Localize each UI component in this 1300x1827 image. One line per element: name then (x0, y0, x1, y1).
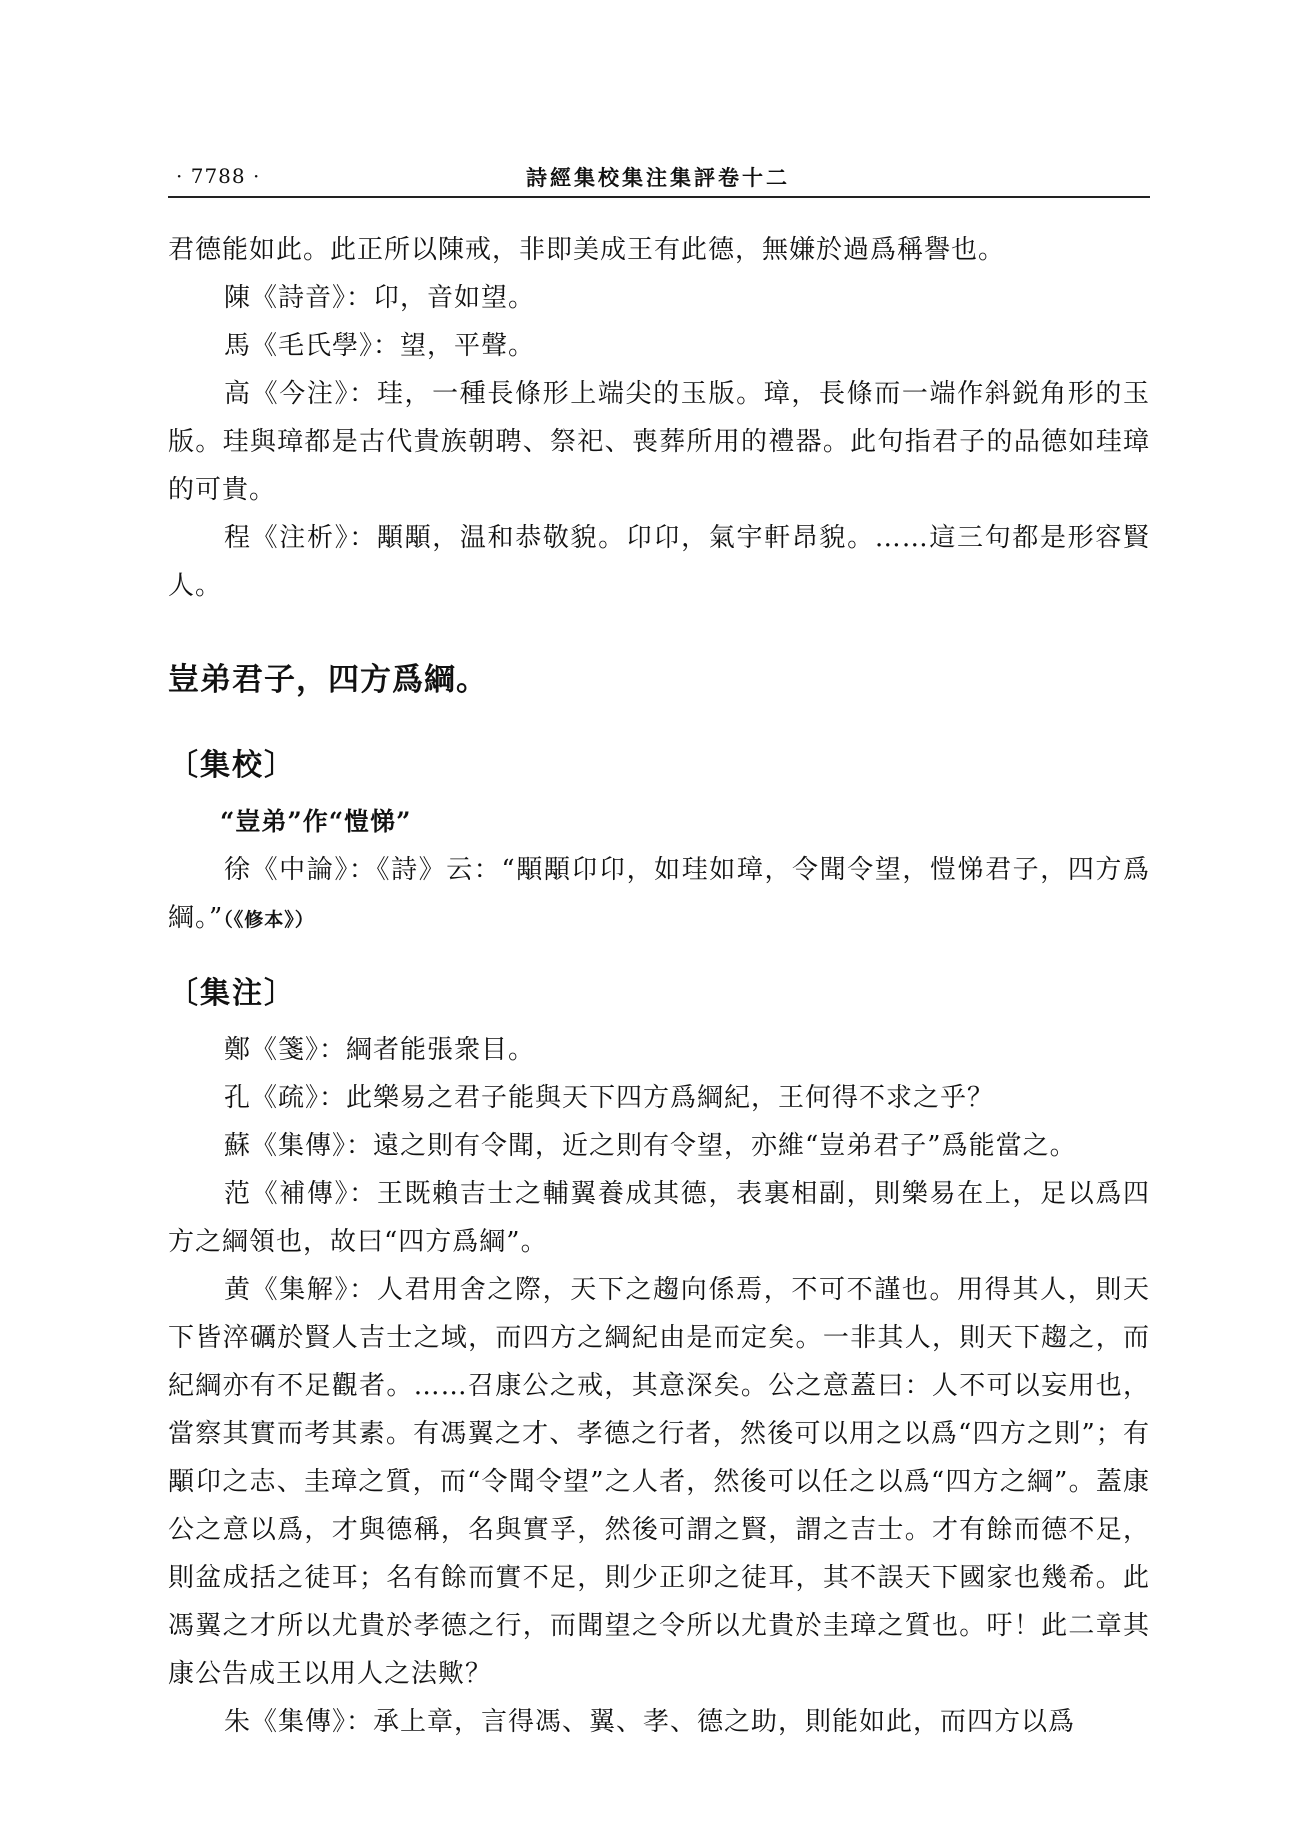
paragraph-zheng-jian: 鄭《箋》：綱者能張衆目。 (224, 1035, 536, 1065)
paragraph-xu-zhonglun-text: 徐《中論》：《詩》云：“顒顒卬卬，如珪如璋，令聞令望，愷悌君子，四方爲綱。” (168, 855, 1150, 933)
section-heading-jijiao: 〔集校〕 (168, 748, 296, 783)
paragraph-zhu-jizhuan: 朱《集傳》：承上章，言得馮、翼、孝、德之助，則能如此，而四方以爲 (224, 1707, 1076, 1737)
paragraph-su-jizhuan: 蘇《集傳》：遠之則有令聞，近之則有令望，亦維“豈弟君子”爲能當之。 (224, 1131, 1077, 1161)
paragraph-ma-maoshixue: 馬《毛氏學》：望，平聲。 (224, 331, 536, 361)
paragraph-chen-shiyin: 陳《詩音》：卬，音如望。 (224, 283, 536, 313)
paragraph-cheng-zhuxi: 程《注析》：顒顒，温和恭敬貌。卬卬，氣宇軒昂貌。……這三句都是形容賢人。 (168, 523, 1150, 601)
running-title: 詩經集校集注集評卷十二 (526, 165, 790, 190)
page-body (168, 226, 1150, 1746)
paragraph-fan-buzhuan: 范《補傳》：王既賴吉士之輔翼養成其德，表裏相副，則樂易在上，足以爲四方之綱領也，故曰“四方爲綱”。 (168, 1179, 1150, 1257)
verse-line: 豈弟君子，四方爲綱。 (168, 662, 488, 698)
source-note: （《修本》） (223, 909, 315, 931)
page-number: · 7788 · (176, 164, 261, 188)
paragraph-gao-jinzhu: 高《今注》：珪，一種長條形上端尖的玉版。璋，長條而一端作斜鋭角形的玉版。珪與璋都是古代貴族朝聘、祭祀、喪葬所用的禮器。此句指君子的品德如珪璋的可貴。 (168, 379, 1150, 505)
paragraph-xu-zhonglun (168, 846, 1150, 944)
collation-subheading: “豈弟”作“愷悌” (220, 807, 412, 836)
header-divider (168, 196, 1150, 198)
paragraph-continuation: 君德能如此。此正所以陳戒，非即美成王有此德，無嫌於過爲稱譽也。 (168, 235, 1006, 265)
section-heading-jizhu: 〔集注〕 (168, 976, 296, 1011)
paragraph-kong-shu: 孔《疏》：此樂易之君子能與天下四方爲綱紀，王何得不求之乎？ (224, 1083, 995, 1113)
page-header (168, 160, 1148, 196)
paragraph-huang-jijie: 黄《集解》：人君用舍之際，天下之趨向係焉，不可不謹也。用得其人，則天下皆淬礪於賢人吉士之域，而四方之綱紀由是而定矣。一非其人，則天下趨之，而紀綱亦有不足觀者。……召康公之戒，其意深矣。公之意蓋曰：人不可以妄用也，當察其實而考其素。有馮翼之才、孝德之行者，然後可以用之以爲“四方之則”；有顒卬之志、圭璋之質，而“令聞令望”之人者，然後可以任之以爲“四方之綱”。蓋康公之意以爲，才與德稱，名與實孚，然後可謂之賢，謂之吉士。才有餘而德不足，則盆成括之徒耳；名有餘而實不足，則少正卯之徒耳，其不誤天下國家也幾希。此馮翼之才所以尤貴於孝德之行，而聞望之令所以尤貴於圭璋之質也。吁！此二章其康公告成王以用人之法歟？ (168, 1275, 1150, 1689)
